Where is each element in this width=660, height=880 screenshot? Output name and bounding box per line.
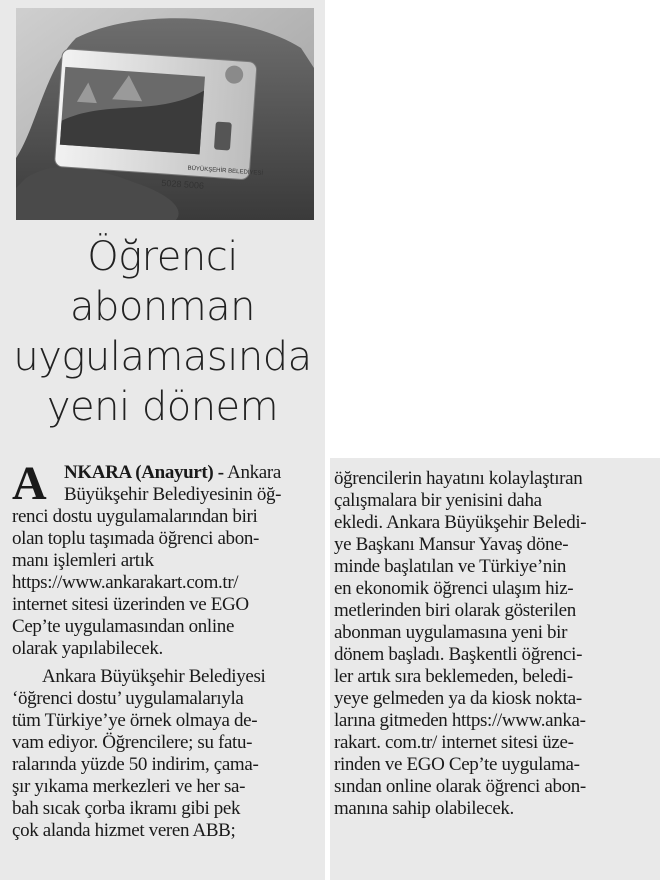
body-line: rakart. com.tr/ internet sitesi üze- (334, 732, 574, 753)
body-line: ekledi. Ankara Büyükşehir Beledi- (334, 512, 587, 533)
dateline: NKARA (Anayurt) - (64, 462, 224, 483)
body-line: metlerinden biri olarak gösterilen (334, 600, 576, 621)
body-line: vam ediyor. Öğrencilere; su fatu- (12, 732, 253, 753)
card-in-hand-image (16, 8, 314, 220)
body-line: olarak yapılabilecek. (12, 638, 163, 659)
body-line: dönem başladı. Başkentli öğrenci- (334, 644, 583, 665)
body-line: manı işlemleri artık (12, 550, 154, 571)
body-line: en ekonomik öğrenci ulaşım hiz- (334, 578, 574, 599)
body-line: manına sahip olabilecek. (334, 798, 514, 819)
body-line: ler artık sıra beklemeden, beledi- (334, 666, 573, 687)
body-line: öğrencilerin hayatını kolaylaştıran (334, 468, 583, 489)
body-line: abonman uygulamasına yeni bir (334, 622, 568, 643)
headline-line: uygulamasında (13, 334, 312, 380)
body-line: ye Başkanı Mansur Yavaş döne- (334, 534, 569, 555)
headline-line: Öğrenci (87, 234, 238, 280)
body-line: çok alanda hizmet veren ABB; (12, 820, 236, 841)
body-line: Ankara Büyükşehir Belediyesi (42, 666, 266, 687)
body-line: larına gitmeden https://www.anka- (334, 710, 586, 731)
body-line: minde başlatılan ve Türkiye’nin (334, 556, 567, 577)
body-line: rinden ve EGO Cep’te uygulama- (334, 754, 580, 775)
body-line: Ankara (227, 462, 281, 483)
headline (10, 232, 315, 432)
lead-line (12, 462, 317, 484)
body-line: şır yıkama merkezleri ve her sa- (12, 776, 246, 797)
article-left-column-text (12, 457, 317, 842)
body-line: olan toplu taşımada öğrenci abon- (12, 528, 259, 549)
body-line: Büyükşehir Belediyesinin öğ- (64, 484, 282, 505)
paragraph-2 (12, 666, 317, 842)
article-photo (16, 8, 314, 220)
body-line: internet sitesi üzerinden ve EGO (12, 594, 249, 615)
body-line: renci dostu uygulamalarından biri (12, 506, 258, 527)
headline-line: abonman (69, 284, 256, 330)
body-line: çalışmalara bir yenisini daha (334, 490, 542, 511)
headline-line: yeni dönem (46, 384, 279, 430)
article-right-column-text (334, 468, 652, 820)
drop-cap: A (12, 457, 47, 510)
card-issuer-text: BÜYÜKŞEHİR BELEDİYESİ (187, 165, 264, 177)
body-line: sından online olarak öğrenci abon- (334, 776, 586, 797)
body-line: ‘öğrenci dostu’ uygulamalarıyla (12, 688, 244, 709)
body-line: ralarında yüzde 50 indirim, çama- (12, 754, 259, 775)
body-line: tüm Türkiye’ye örnek olmaya de- (12, 710, 258, 731)
card-number-text: 5028 5006 (161, 177, 205, 191)
body-line: Cep’te uygulamasından online (12, 616, 235, 637)
body-line: bah sıcak çorba ikramı gibi pek (12, 798, 241, 819)
body-line: https://www.ankarakart.com.tr/ (12, 572, 239, 593)
body-line: yeye gelmeden ya da kiosk nokta- (334, 688, 582, 709)
